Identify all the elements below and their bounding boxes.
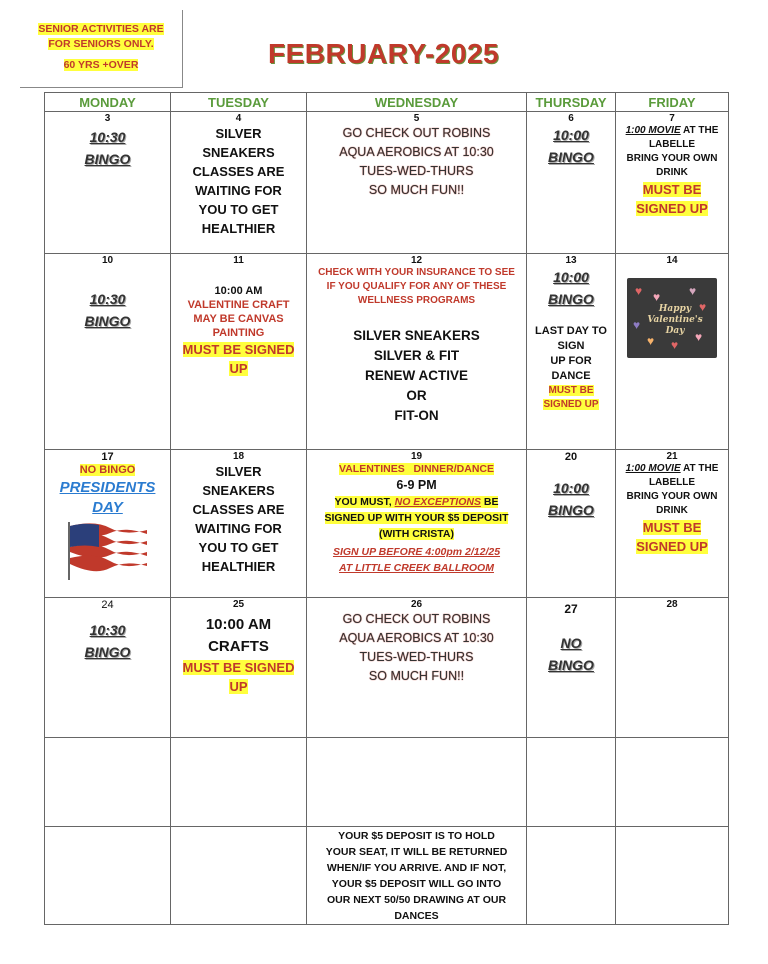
signup-deadline: SIGN UP BEFORE 4:00pm 2/12/25 [332, 546, 501, 558]
bingo-label: BINGO [548, 291, 594, 307]
event-line: DRINK [656, 505, 688, 516]
heart-icon: ♥ [633, 318, 641, 332]
event-line: SILVER [215, 464, 262, 479]
bingo-label: BINGO [548, 502, 594, 518]
event-line: BRING YOUR OWN [626, 491, 718, 502]
event-line: TUES-WED-THURS [359, 650, 474, 664]
page-title: FEBRUARY-2025 [268, 38, 500, 69]
event-line: SILVER [215, 126, 262, 141]
week-row [45, 598, 729, 738]
notice-line: FOR SENIORS ONLY. [48, 38, 154, 50]
weekday-header-row [45, 93, 729, 112]
signup-warning: MUST BE [548, 385, 594, 396]
heart-icon: ♥ [671, 338, 679, 352]
event-line: WAITING FOR [195, 183, 282, 198]
valentine-greeting: Happy Valentine's Day [647, 304, 703, 336]
event-line: AQUA AEROBICS AT 10:30 [339, 631, 494, 645]
day-cell-14 [616, 254, 729, 450]
seniors-only-notice [20, 10, 183, 88]
no-bingo-notice: NO BINGO [79, 464, 136, 476]
signup-warning: MUST BE SIGNED [182, 660, 295, 675]
bingo-time: 10:30 [89, 129, 126, 145]
signup-warning: MUST BE SIGNED [182, 342, 295, 357]
event-line: HEALTHIER [201, 221, 276, 236]
day-cell-26 [307, 598, 527, 738]
date-number: 13 [565, 255, 577, 266]
day-cell-19 [307, 450, 527, 598]
event-line: WAITING FOR [195, 521, 282, 536]
date-number: 5 [413, 113, 420, 124]
heart-icon: ♥ [653, 290, 661, 304]
date-number: 18 [232, 451, 245, 462]
day-cell-4 [171, 112, 307, 254]
date-number: 4 [235, 113, 242, 124]
event-line: VALENTINE CRAFT [187, 299, 290, 311]
no-exceptions: NO EXCEPTIONS [394, 496, 481, 508]
bingo-time: 10:30 [89, 622, 126, 638]
insurance-line: IF YOU QUALIFY FOR ANY OF THESE [326, 281, 507, 292]
insurance-line: WELLNESS PROGRAMS [357, 295, 476, 306]
deposit-note-line: DANCES [394, 910, 439, 922]
deposit-line: SIGNED UP WITH YOUR $5 DEPOSIT [324, 512, 509, 524]
event-line: TUES-WED-THURS [359, 164, 474, 178]
holiday-label: DAY [92, 499, 123, 516]
deposit-line: YOU MUST, [334, 496, 395, 508]
dance-title: VALENTINES DINNER/DANCE [339, 463, 494, 475]
empty-cell [527, 827, 616, 925]
day-cell-24 [45, 598, 171, 738]
signup-warning: MUST BE [642, 182, 702, 197]
day-cell-10 [45, 254, 171, 450]
event-time: 10:00 AM [214, 285, 263, 297]
empty-cell [45, 738, 171, 827]
event-line: LABELLE [648, 139, 696, 150]
empty-cell [45, 827, 171, 925]
date-number: 12 [410, 255, 423, 266]
empty-cell [307, 738, 527, 827]
day-cell-5 [307, 112, 527, 254]
date-number: 17 [101, 451, 114, 463]
event-line: SIGN [557, 340, 585, 352]
week-row [45, 738, 729, 827]
event-line: DANCE [551, 370, 591, 382]
signup-warning: UP [229, 361, 248, 376]
day-cell-3 [45, 112, 171, 254]
event-line: UP FOR [550, 355, 592, 367]
date-number: 28 [666, 599, 678, 610]
signup-warning: SIGNED UP [636, 201, 708, 216]
day-cell-27 [527, 598, 616, 738]
program-name: SILVER SNEAKERS [353, 328, 480, 343]
heart-icon: ♥ [635, 284, 643, 298]
insurance-line: CHECK WITH YOUR INSURANCE TO SEE [318, 267, 515, 278]
program-name: FIT-ON [394, 408, 439, 423]
deposit-note-cell [307, 827, 527, 925]
day-cell-21 [616, 450, 729, 598]
valentines-hearts-image [627, 278, 717, 358]
signup-warning: UP [229, 679, 248, 694]
event-line: CLASSES ARE [192, 502, 285, 517]
notice-line: 60 YRS +OVER [63, 59, 139, 71]
event-line: CLASSES ARE [192, 164, 285, 179]
day-cell-13 [527, 254, 616, 450]
date-number: 6 [568, 113, 574, 124]
empty-cell [171, 738, 307, 827]
event-line: SO MUCH FUN!! [368, 669, 465, 683]
event-line: PAINTING [212, 327, 265, 339]
date-number: 10 [101, 255, 114, 266]
date-number: 24 [101, 599, 114, 611]
week-row [45, 450, 729, 598]
program-name: OR [406, 388, 427, 403]
bingo-label: BINGO [548, 149, 594, 165]
deposit-line: (WITH CRISTA) [378, 528, 455, 540]
day-cell-25 [171, 598, 307, 738]
program-name: SILVER & FIT [373, 348, 460, 363]
calendar-table [44, 92, 729, 925]
date-number: 11 [233, 255, 244, 266]
event-line: BRING YOUR OWN [626, 153, 718, 164]
american-flag-icon [65, 520, 149, 580]
date-number: 21 [666, 451, 678, 462]
event-line: SNEAKERS [202, 483, 275, 498]
movie-label: 1:00 MOVIE [625, 463, 681, 474]
event-line: SNEAKERS [202, 145, 275, 160]
weekday-header: THURSDAY [527, 93, 616, 112]
movie-label: 1:00 MOVIE [625, 125, 681, 136]
heart-icon: ♥ [647, 334, 655, 348]
event-line: AT THE [680, 125, 719, 136]
event-line: MAY BE CANVAS [193, 313, 284, 325]
heart-icon: ♥ [699, 300, 707, 314]
date-number: 14 [666, 255, 678, 266]
date-number: 7 [669, 113, 675, 124]
weekday-header: FRIDAY [616, 93, 729, 112]
date-number: 25 [232, 599, 245, 610]
weekday-header: TUESDAY [171, 93, 307, 112]
event-line: YOU TO GET [198, 202, 279, 217]
event-line: YOU TO GET [198, 540, 279, 555]
week-row [45, 112, 729, 254]
date-number: 26 [410, 599, 423, 610]
empty-cell [616, 827, 729, 925]
deposit-note-line: WHEN/IF YOU ARRIVE. AND IF NOT, [326, 862, 507, 874]
date-number: 19 [410, 451, 423, 462]
no-bingo-no: NO [560, 635, 582, 651]
day-cell-17 [45, 450, 171, 598]
event-line: SO MUCH FUN!! [368, 183, 465, 197]
date-number: 3 [104, 113, 111, 124]
signup-warning: MUST BE [642, 520, 702, 535]
week-row [45, 827, 729, 925]
heart-icon: ♥ [695, 330, 703, 344]
no-bingo-label: BINGO [548, 657, 594, 673]
day-cell-18 [171, 450, 307, 598]
deposit-note-line: YOUR SEAT, IT WILL BE RETURNED [325, 846, 508, 858]
dance-time: 6-9 PM [396, 478, 437, 492]
signup-location: AT LITTLE CREEK BALLROOM [339, 562, 494, 574]
day-cell-6 [527, 112, 616, 254]
holiday-label: PRESIDENTS [59, 479, 156, 496]
deposit-note-line: YOUR $5 DEPOSIT WILL GO INTO [331, 878, 502, 890]
bingo-time: 10:00 [553, 269, 589, 285]
day-cell-12 [307, 254, 527, 450]
event-line: GO CHECK OUT ROBINS [342, 612, 491, 626]
notice-line: SENIOR ACTIVITIES ARE [38, 23, 164, 35]
bingo-time: 10:30 [89, 291, 126, 307]
day-cell-20 [527, 450, 616, 598]
date-number: 20 [564, 451, 578, 463]
event-line: GO CHECK OUT ROBINS [342, 126, 491, 140]
program-name: RENEW ACTIVE [364, 368, 468, 383]
weekday-header: MONDAY [45, 93, 171, 112]
event-line: AQUA AEROBICS AT 10:30 [339, 145, 494, 159]
week-row [45, 254, 729, 450]
event-line: LAST DAY TO [535, 325, 607, 337]
date-number: 27 [564, 602, 578, 616]
signup-warning: SIGNED UP [543, 399, 599, 410]
event-line: DRINK [656, 167, 688, 178]
empty-cell [616, 738, 729, 827]
deposit-line: BE [480, 496, 499, 508]
bingo-label: BINGO [84, 151, 131, 167]
weekday-header: WEDNESDAY [307, 93, 527, 112]
event-time: 10:00 AM [205, 616, 272, 633]
bingo-label: BINGO [84, 644, 131, 660]
bingo-time: 10:00 [553, 480, 589, 496]
event-line: LABELLE [648, 477, 696, 488]
bingo-label: BINGO [84, 313, 131, 329]
event-line: CRAFTS [208, 638, 269, 655]
signup-warning: SIGNED UP [636, 539, 708, 554]
empty-cell [171, 827, 307, 925]
day-cell-28 [616, 598, 729, 738]
bingo-time: 10:00 [553, 127, 589, 143]
event-line: AT THE [680, 463, 719, 474]
day-cell-11 [171, 254, 307, 450]
deposit-note-line: OUR NEXT 50/50 DRAWING AT OUR [326, 894, 507, 906]
event-line: HEALTHIER [201, 559, 276, 574]
empty-cell [527, 738, 616, 827]
day-cell-7 [616, 112, 729, 254]
heart-icon: ♥ [689, 284, 697, 298]
deposit-note-line: YOUR $5 DEPOSIT IS TO HOLD [338, 830, 495, 842]
